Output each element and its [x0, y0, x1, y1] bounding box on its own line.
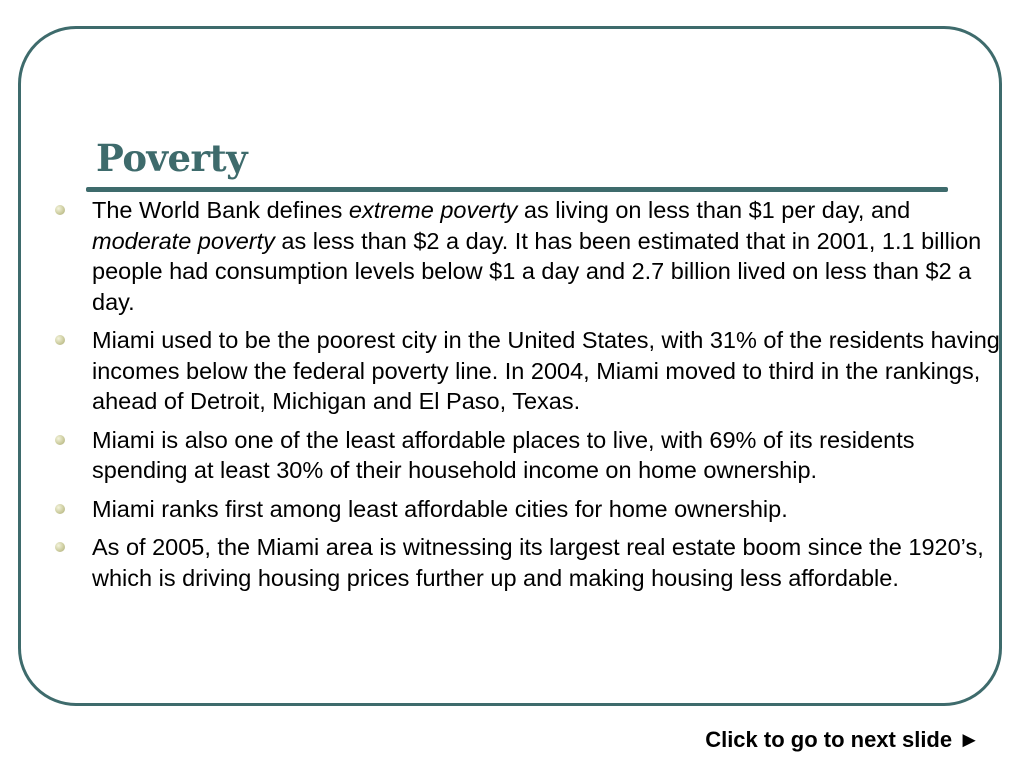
bullet-item: [55, 494, 1000, 525]
bullet-dot-icon: [55, 335, 65, 345]
bullet-dot-icon: [55, 542, 65, 552]
bullet-text: As of 2005, the Miami area is witnessing its largest real estate boom since the 1920’s, which is driving housing prices further up and making housing less affordable.: [92, 534, 984, 591]
bullet-dot-icon: [55, 435, 65, 445]
bullet-text-segment: as less than $2 a day. It has been estimated that in 2001, 1.1 billion people had consumption levels below $1 a day and 2.7 billion lived on less than $2 a day.: [92, 227, 982, 315]
bullet-text: [92, 197, 981, 315]
bullet-text-emphasis: extreme poverty: [348, 197, 518, 223]
bullet-text: Miami used to be the poorest city in the United States, with 31% of the residents having incomes below the federal poverty line. In 2004, Miami moved to third in the rankings, ahead of Detroit, Michigan and El Paso, Texas.: [92, 327, 1000, 414]
bullet-text-segment: The World Bank defines: [92, 197, 349, 223]
bullet-text-segment: as living on less than $1 per day, and: [517, 197, 911, 223]
bullet-text: Miami is also one of the least affordable places to live, with 69% of its residents spending at least 30% of their household income on home ownership.: [92, 426, 915, 483]
bullet-item: [55, 325, 1000, 417]
slide-title: Poverty: [96, 136, 248, 180]
next-slide-link[interactable]: Click to go to next slide ►: [705, 727, 980, 752]
bullet-text-emphasis: moderate poverty: [92, 227, 275, 254]
title-underline: [86, 187, 948, 192]
bullet-text: Miami ranks first among least affordable cities for home ownership.: [92, 495, 788, 522]
bullet-dot-icon: [55, 205, 65, 215]
bullet-list: [55, 195, 1000, 601]
bullet-dot-icon: [55, 504, 65, 514]
bullet-item: [55, 532, 1000, 593]
bullet-item: [55, 425, 1000, 486]
bullet-item: [55, 195, 1000, 317]
